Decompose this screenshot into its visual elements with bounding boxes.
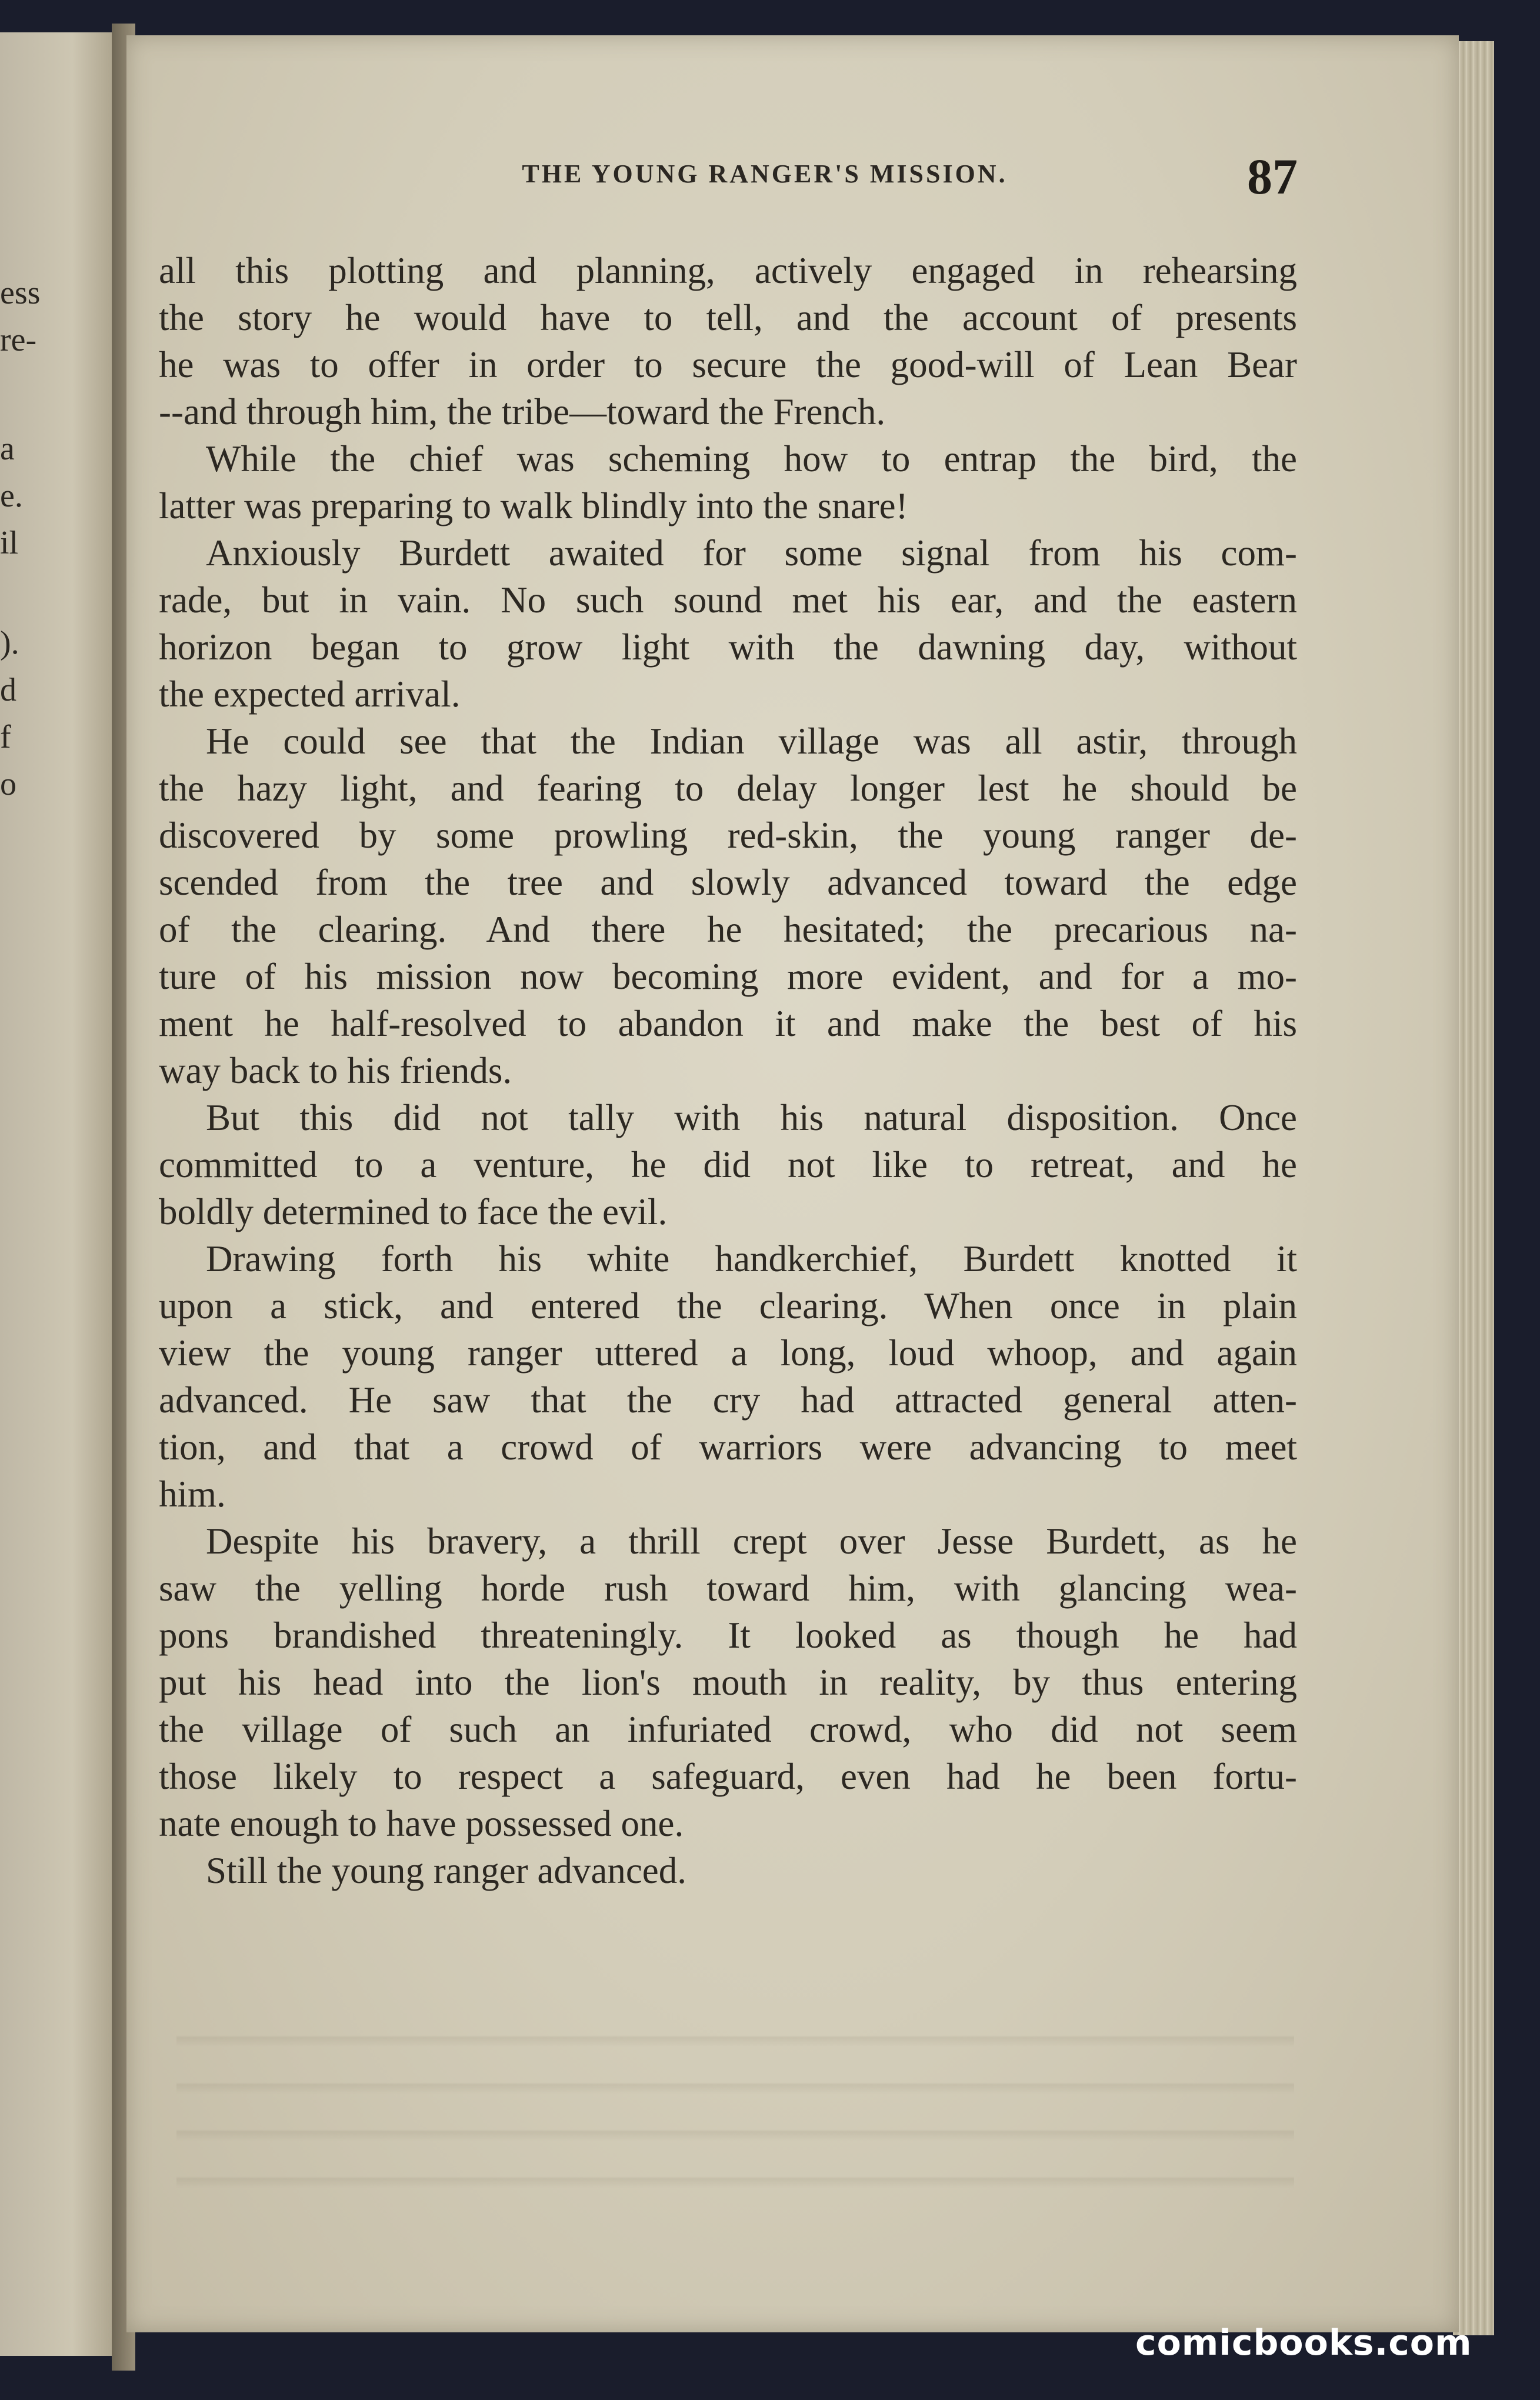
left-page-fragment: a [0,431,15,467]
left-page-fragment: f [0,719,11,755]
watermark: comicbooks.com [1135,2322,1472,2364]
text-line: --and through him, the tribe—toward the French. [159,391,886,432]
text-line: the expected arrival. [159,674,461,715]
text-line: pons brandished threateningly. It looked as though he had [159,1615,1297,1656]
text-line: tion, and that a crowd of warriors were advancing to meet [159,1426,1297,1468]
text-line: view the young ranger uttered a long, loud whoop, and again [159,1332,1297,1374]
text-line: ment he half-resolved to abandon it and make the best of his [159,1003,1297,1044]
left-page-fragment: d [0,672,16,708]
text-line: nate enough to have possessed one. [159,1803,684,1844]
text-line: boldly determined to face the evil. [159,1191,668,1232]
text-line: He could see that the Indian village was all astir, through [206,721,1297,762]
bleed-through-texture [176,2000,1294,2224]
left-page-fragment: il [0,525,19,561]
text-line: ture of his mission now becoming more evident, and for a mo- [159,956,1297,997]
body-text [159,247,1297,1894]
text-line: him. [159,1474,226,1515]
text-line: put his head into the lion's mouth in reality, by thus entering [159,1662,1297,1703]
text-line: the village of such an infuriated crowd, who did not seem [159,1709,1297,1750]
left-page-fragment: ess [0,275,41,311]
text-line: the hazy light, and fearing to delay longer lest he should be [159,768,1297,809]
text-line: latter was preparing to walk blindly into the snare! [159,485,908,526]
text-line: way back to his friends. [159,1050,512,1091]
text-line: discovered by some prowling red-skin, the young ranger de- [159,815,1297,856]
left-page-fragment: o [0,766,16,802]
left-page-edge [0,32,121,2356]
text-line: those likely to respect a safeguard, even had he been fortu- [159,1756,1297,1797]
text-line: he was to offer in order to secure the good-will of Lean Bear [159,344,1297,385]
running-head: THE YOUNG RANGER'S MISSION. [522,159,1008,188]
text-line: all this plotting and planning, actively engaged in rehearsing [159,250,1297,291]
text-line: upon a stick, and entered the clearing. When once in plain [159,1285,1297,1326]
text-line: scended from the tree and slowly advanced toward the edge [159,862,1297,903]
left-page-fragment: e. [0,478,23,514]
page-stack-edge [1453,41,1494,2335]
text-line: horizon began to grow light with the dawning day, without [159,626,1297,668]
text-line: While the chief was scheming how to entrap the bird, the [206,438,1297,479]
text-line: the story he would have to tell, and the account of presents [159,297,1297,338]
text-line: Drawing forth his white handkerchief, Burdett knotted it [206,1238,1297,1279]
text-line: Despite his bravery, a thrill crept over Jesse Burdett, as he [206,1521,1297,1562]
text-line: advanced. He saw that the cry had attracted general atten- [159,1379,1297,1421]
text-line: saw the yelling horde rush toward him, with glancing wea- [159,1568,1297,1609]
left-page-fragment: ). [0,625,19,661]
text-line: Still the young ranger advanced. [206,1850,687,1891]
text-line: rade, but in vain. No such sound met his ear, and the eastern [159,579,1297,621]
text-line: committed to a venture, he did not like to retreat, and he [159,1144,1297,1185]
text-line: But this did not tally with his natural disposition. Once [206,1097,1297,1138]
page-number: 87 [1247,148,1298,205]
left-page-fragment: re- [0,322,37,358]
text-line: of the clearing. And there he hesitated; the precarious na- [159,909,1297,950]
text-line: Anxiously Burdett awaited for some signal from his com- [206,532,1297,574]
